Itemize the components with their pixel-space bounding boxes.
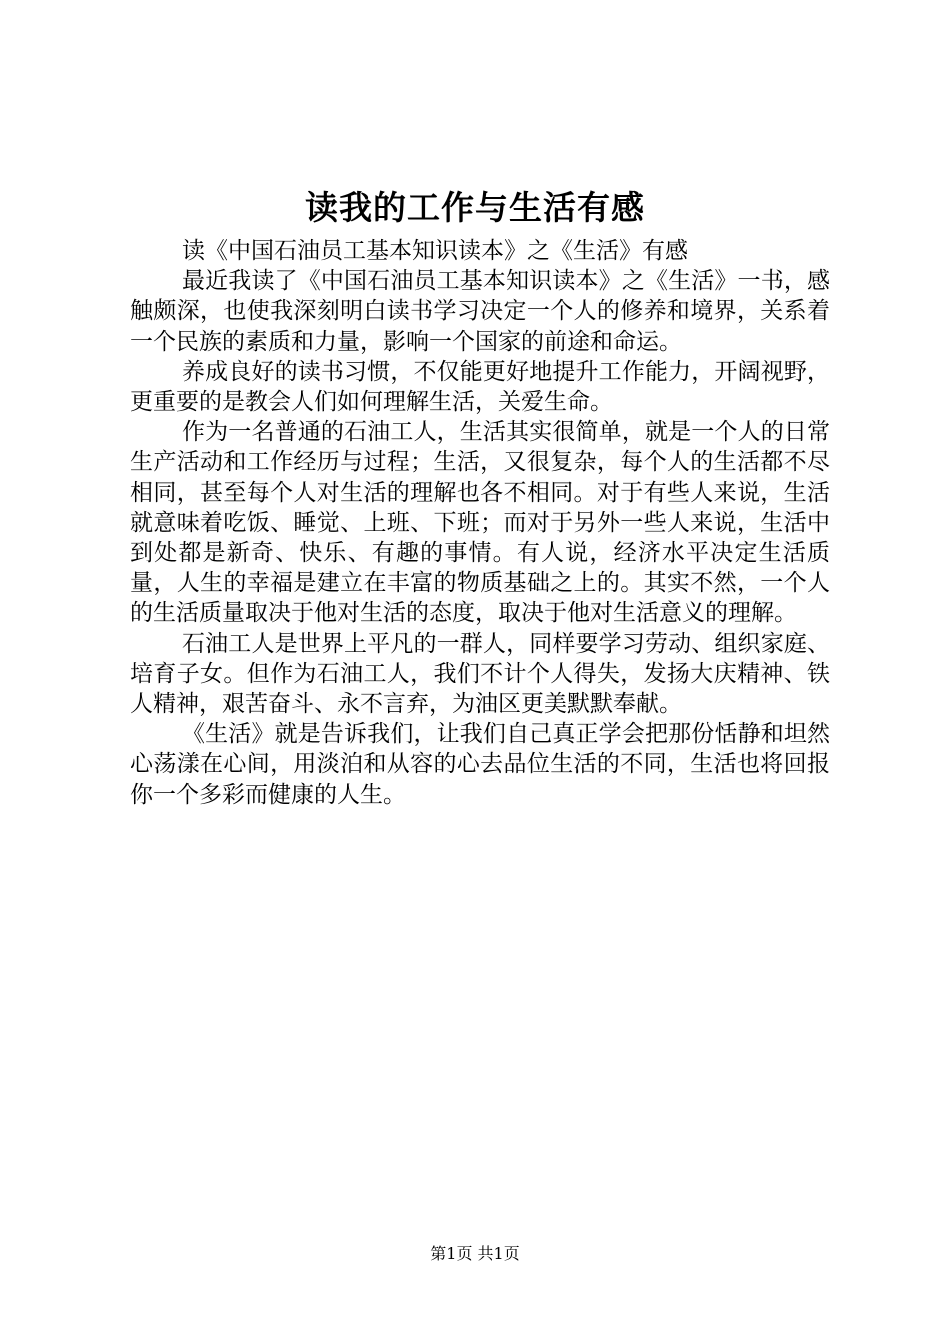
paragraph-subtitle: 读《中国石油员工基本知识读本》之《生活》有感 (182, 238, 688, 264)
page-number-footer: 第1页 共1页 (430, 1244, 520, 1263)
paragraph-conclusion: 《生活》就是告诉我们，让我们自己真正学会把那份恬静和坦然心荡漾在心间，用淡泊和从容的心去品位生活的不同，生活也将回报你一个多彩而健康的人生。 (130, 721, 830, 808)
paragraph-life-meaning: 作为一名普通的石油工人，生活其实很简单，就是一个人的日常生产活动和工作经历与过程；生活，又很复杂，每个人的生活都不尽相同，甚至每个人对生活的理解也各不相同。对于有些人来说，生活就意味着吃饭、睡觉、上班、下班；而对于另外一些人来说，生活中到处都是新奇、快乐、有趣的事情。有人说，经济水平决定生活质量，人生的幸福是建立在丰富的物质基础之上的。其实不然，一个人的生活质量取决于他对生活的态度，取决于他对生活意义的理解。 (130, 419, 830, 627)
paragraph-reading-habit: 养成良好的读书习惯，不仅能更好地提升工作能力，开阔视野，更重要的是教会人们如何理解生活，关爱生命。 (130, 358, 830, 416)
paragraph-intro: 最近我读了《中国石油员工基本知识读本》之《生活》一书，感触颇深，也使我深刻明白读书学习决定一个人的修养和境界，关系着一个民族的素质和力量，影响一个国家的前途和命运。 (130, 268, 830, 355)
paragraph-oil-workers: 石油工人是世界上平凡的一群人，同样要学习劳动、组织家庭、培育子女。但作为石油工人，我们不计个人得失，发扬大庆精神、铁人精神，艰苦奋斗、永不言弃，为油区更美默默奉献。 (130, 630, 830, 718)
document-body (130, 236, 830, 810)
document-title: 读我的工作与生活有感 (305, 188, 645, 227)
